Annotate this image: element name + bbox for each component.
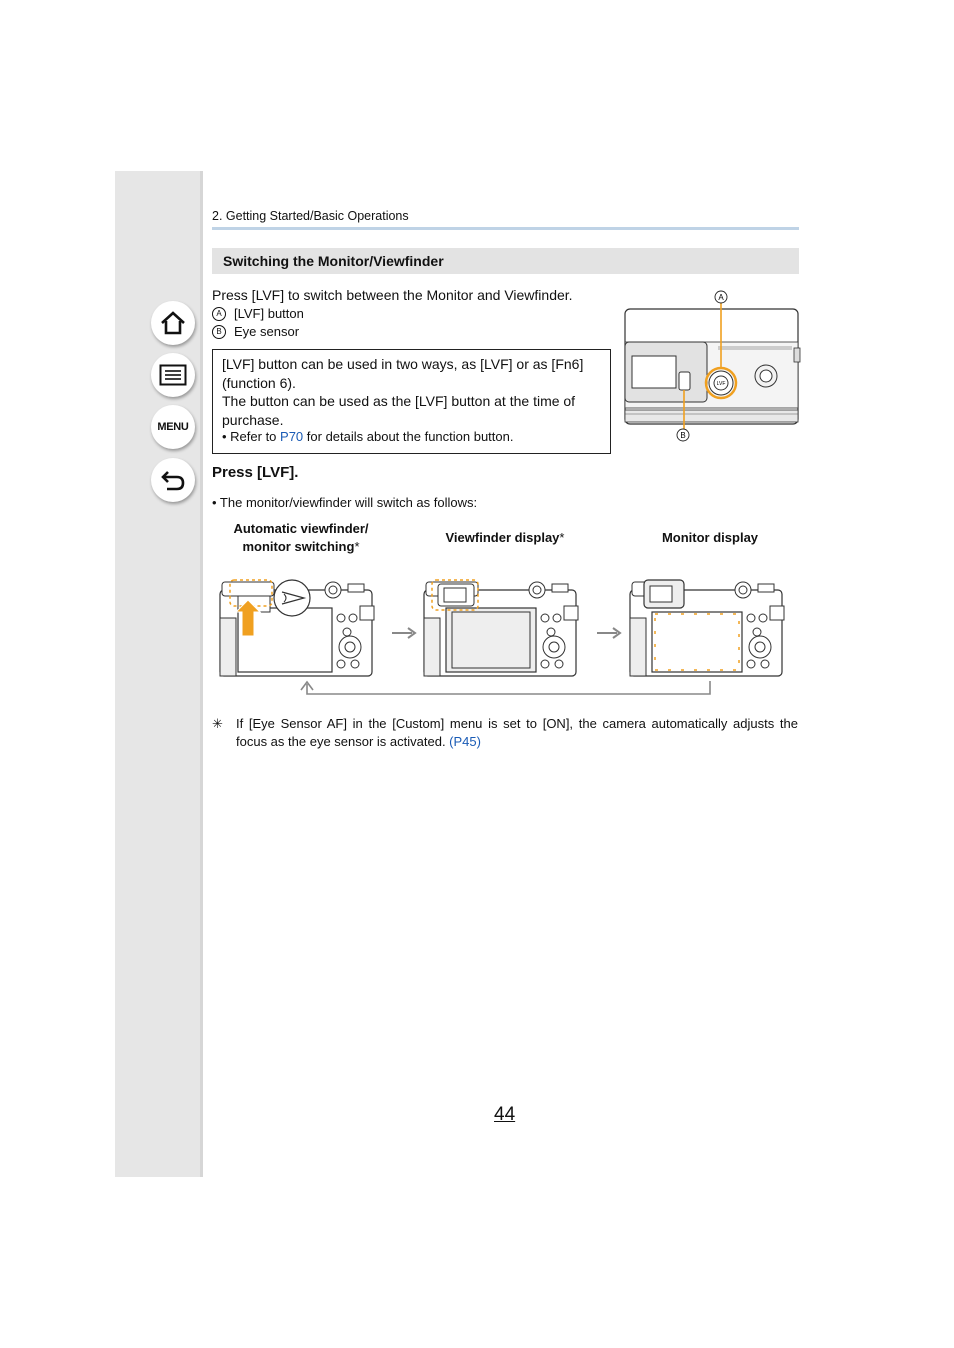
note-text xyxy=(222,355,604,429)
note-sub xyxy=(222,429,513,444)
camera-switching-diagram xyxy=(212,570,802,712)
footnote xyxy=(236,715,798,751)
header-rule xyxy=(212,227,799,230)
mode-auto-label: Automatic viewfinder/ monitor switching* xyxy=(233,521,369,554)
camera-lvf-illustration xyxy=(622,288,802,446)
mode-monitor-label: Monitor display xyxy=(661,530,759,545)
return-arrow-icon xyxy=(159,468,187,492)
breadcrumb: 2. Getting Started/Basic Operations xyxy=(212,209,409,223)
menu-icon: MENU xyxy=(157,421,189,433)
back-button[interactable] xyxy=(151,458,195,502)
menu-button[interactable] xyxy=(151,405,195,449)
svg-text:B: B xyxy=(680,431,686,440)
note-sub-prefix: • Refer to xyxy=(222,429,281,444)
footnote-mark: ✳ xyxy=(212,716,223,731)
note-line-2: The button can be used as the [LVF] button at the time of purchase. xyxy=(222,393,576,428)
mode-viewfinder-label: Viewfinder display* xyxy=(445,530,565,545)
contents-button[interactable] xyxy=(151,353,195,397)
label-a-row xyxy=(212,306,304,321)
footnote-text: If [Eye Sensor AF] in the [Custom] menu is set to [ON], the camera automatically adjusts the focus as the eye sensor is activated. xyxy=(236,716,798,749)
switch-note: • The monitor/viewfinder will switch as follows: xyxy=(212,495,478,510)
marker-a: A xyxy=(212,307,226,321)
list-icon xyxy=(159,364,187,386)
step-heading: Press [LVF]. xyxy=(212,464,299,481)
label-a-text: [LVF] button xyxy=(234,306,304,321)
home-button[interactable] xyxy=(151,301,195,345)
svg-text:LVF: LVF xyxy=(716,381,726,387)
lvf-note-box xyxy=(212,349,611,454)
home-icon xyxy=(159,310,187,336)
p45-link[interactable]: (P45) xyxy=(449,734,481,749)
sidebar-edge xyxy=(200,171,203,1177)
note-sub-suffix: for details about the function button. xyxy=(303,429,514,444)
page-number: 44 xyxy=(494,1104,516,1125)
section-title: Switching the Monitor/Viewfinder xyxy=(223,253,444,269)
intro-text: Press [LVF] to switch between the Monitor and Viewfinder. xyxy=(212,287,573,303)
label-b-text: Eye sensor xyxy=(234,324,300,339)
label-b-row xyxy=(212,324,299,339)
note-line-1: [LVF] button can be used in two ways, as [LVF] or as [Fn6] (function 6). xyxy=(222,356,584,391)
svg-text:A: A xyxy=(718,293,724,302)
p70-link[interactable]: P70 xyxy=(280,429,304,444)
marker-b: B xyxy=(212,325,226,339)
section-header xyxy=(212,248,799,274)
